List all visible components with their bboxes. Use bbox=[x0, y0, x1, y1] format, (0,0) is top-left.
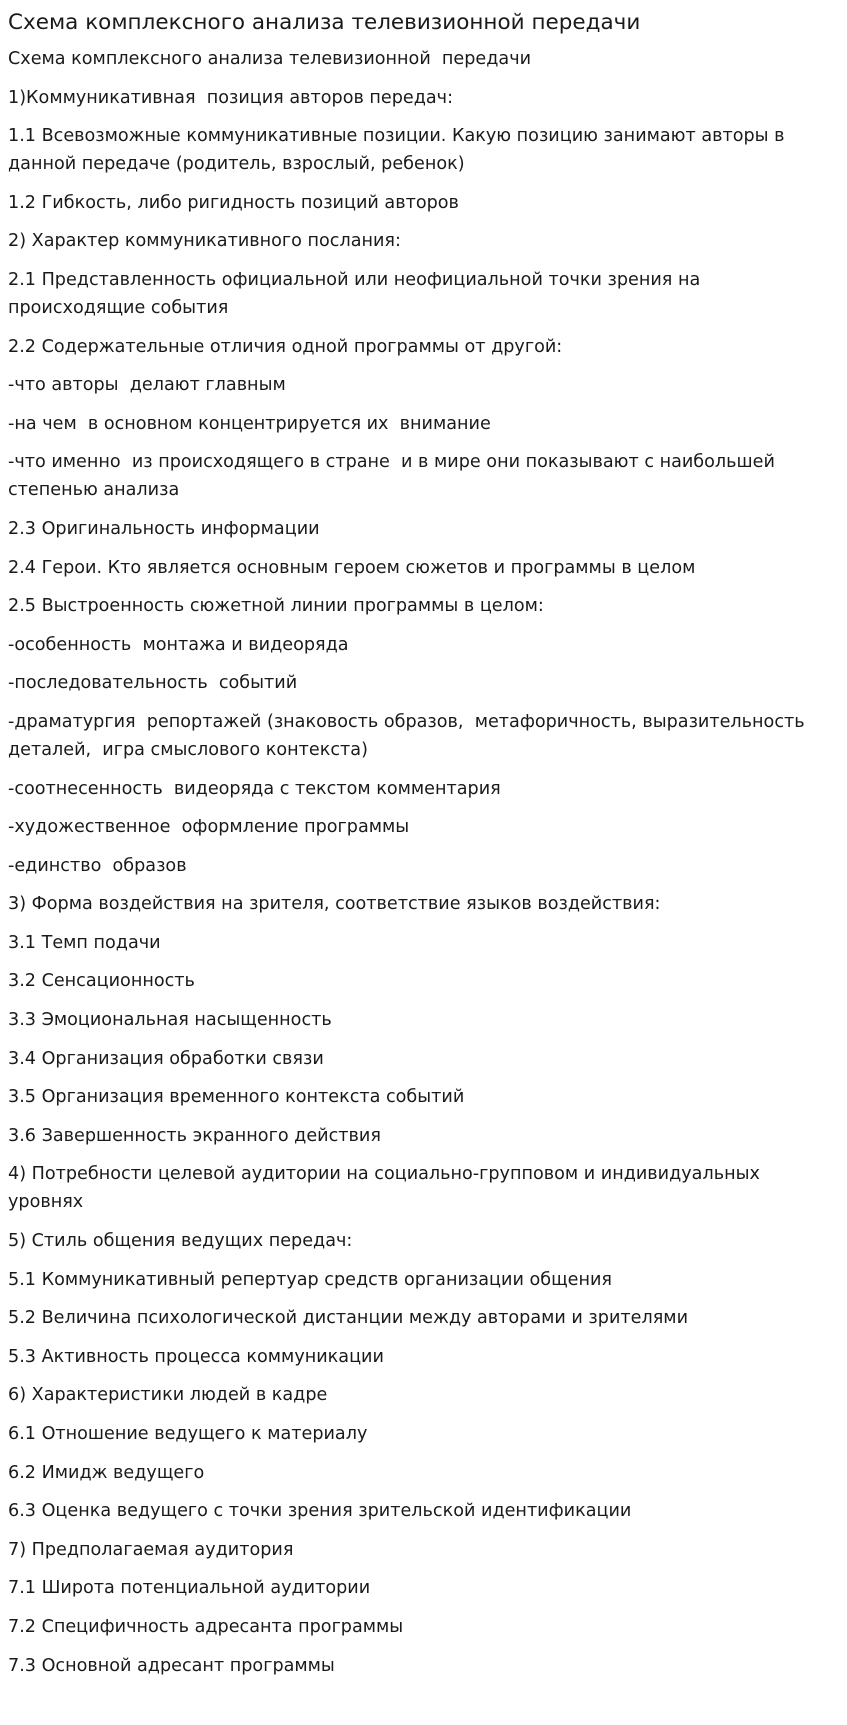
document-paragraph: 5) Стиль общения ведущих передач: bbox=[8, 1231, 353, 1252]
document-paragraph: 2.1 Представленность официальной или неофициальной точки зрения на происходящие события bbox=[8, 269, 706, 318]
document-paragraph: 6) Характеристики людей в кадре bbox=[8, 1385, 328, 1406]
document-paragraph: -единство образов bbox=[8, 855, 187, 876]
document-paragraph: 2) Характер коммуникативного послания: bbox=[8, 231, 401, 252]
document-paragraph: 7.2 Специфичность адресанта программы bbox=[8, 1616, 404, 1637]
document-paragraph: -на чем в основном концентрируется их внимание bbox=[8, 413, 491, 434]
document-paragraph: 1)Коммуникативная позиция авторов передач: bbox=[8, 87, 454, 108]
document-paragraph: 5.3 Активность процесса коммуникации bbox=[8, 1346, 384, 1367]
document-paragraph: 3.1 Темп подачи bbox=[8, 932, 161, 953]
document-title: Схема комплексного анализа телевизионной передачи bbox=[8, 10, 641, 35]
document-paragraph: 6.1 Отношение ведущего к материалу bbox=[8, 1424, 368, 1444]
document-paragraph: -драматургия репортажей (знаковость образов, метафоричность, выразительность деталей, игра смыслового контекста) bbox=[8, 711, 811, 760]
document-paragraph: -что именно из происходящего в стране и в мире они показывают с наибольшей степенью анализа bbox=[8, 452, 781, 501]
document-paragraph: Схема комплексного анализа телевизионной передачи bbox=[8, 49, 532, 69]
document-paragraph: 3.4 Организация обработки связи bbox=[8, 1048, 324, 1069]
document-paragraph: 6.2 Имидж ведущего bbox=[8, 1462, 205, 1483]
document-paragraph: 7.1 Широта потенциальной аудитории bbox=[8, 1578, 371, 1599]
document-paragraph: 1.2 Гибкость, либо ригидность позиций авторов bbox=[8, 192, 459, 213]
document-paragraph: 5.2 Величина психологической дистанции между авторами и зрителями bbox=[8, 1308, 688, 1329]
document-paragraph: 2.3 Оригинальность информации bbox=[8, 518, 320, 539]
document-paragraph: 2.5 Выстроенность сюжетной линии программы в целом: bbox=[8, 596, 544, 617]
document-paragraph: 3.2 Сенсационность bbox=[8, 971, 195, 992]
document-paragraph: 4) Потребности целевой аудитории на социально-групповом и индивидуальных уровнях bbox=[8, 1164, 766, 1213]
document-paragraph: -что авторы делают главным bbox=[8, 375, 286, 396]
document-paragraph: 1.1 Всевозможные коммуникативные позиции. Какую позицию занимают авторы в данной передаче (родитель, взрослый, ребенок) bbox=[8, 126, 791, 175]
document-paragraph: 6.3 Оценка ведущего с точки зрения зрительской идентификации bbox=[8, 1501, 632, 1522]
document-paragraph: -последовательность событий bbox=[8, 673, 298, 694]
document-paragraph: -художественное оформление программы bbox=[8, 817, 410, 838]
document-paragraph: 2.4 Герои. Кто является основным героем сюжетов и программы в целом bbox=[8, 557, 696, 578]
document-paragraph: 3.3 Эмоциональная насыщенность bbox=[8, 1010, 332, 1031]
document-paragraph: 2.2 Содержательные отличия одной программы от другой: bbox=[8, 336, 563, 357]
document-paragraph: 5.1 Коммуникативный репертуар средств организации общения bbox=[8, 1269, 613, 1290]
document-paragraph: -соотнесенность видеоряда с текстом комментария bbox=[8, 778, 501, 799]
document-body bbox=[8, 45, 839, 1680]
document-paragraph: 7) Предполагаемая аудитория bbox=[8, 1539, 294, 1560]
document-paragraph: 7.3 Основной адресант программы bbox=[8, 1655, 335, 1676]
document-paragraph: 3) Форма воздействия на зрителя, соответствие языков воздействия: bbox=[8, 894, 661, 915]
document-paragraph: -особенность монтажа и видеоряда bbox=[8, 634, 349, 655]
document-paragraph: 3.5 Организация временного контекста событий bbox=[8, 1087, 465, 1108]
document-paragraph: 3.6 Завершенность экранного действия bbox=[8, 1125, 381, 1146]
